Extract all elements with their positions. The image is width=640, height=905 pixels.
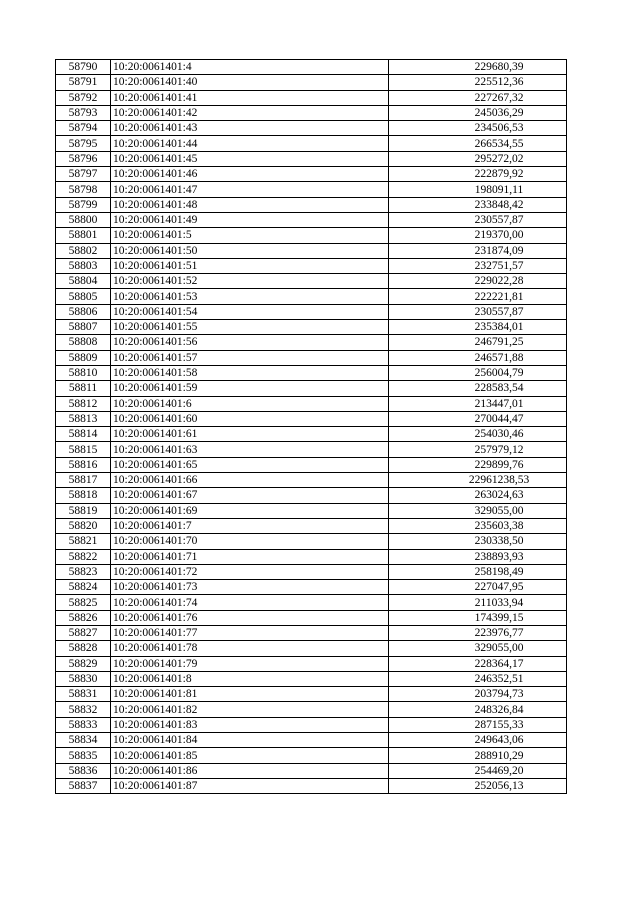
- table-row: [56, 733, 567, 748]
- cadastral-number-cell: 10:20:0061401:82: [111, 702, 389, 717]
- cadastral-number-cell: 10:20:0061401:79: [111, 656, 389, 671]
- value-cell: 257979,12: [389, 442, 567, 457]
- cadastral-number-cell: 10:20:0061401:60: [111, 411, 389, 426]
- table-row: [56, 778, 567, 793]
- table-row: [56, 182, 567, 197]
- table-row: [56, 60, 567, 75]
- table-row: [56, 656, 567, 671]
- value-cell: 252056,13: [389, 778, 567, 793]
- row-number-cell: 58817: [56, 473, 111, 488]
- value-cell: 266534,55: [389, 136, 567, 151]
- table-row: [56, 671, 567, 686]
- cadastral-number-cell: 10:20:0061401:5: [111, 228, 389, 243]
- table-row: [56, 411, 567, 426]
- value-cell: 235603,38: [389, 518, 567, 533]
- cadastral-number-cell: 10:20:0061401:67: [111, 488, 389, 503]
- cadastral-number-cell: 10:20:0061401:7: [111, 518, 389, 533]
- value-cell: 249643,06: [389, 733, 567, 748]
- cadastral-number-cell: 10:20:0061401:61: [111, 427, 389, 442]
- row-number-cell: 58795: [56, 136, 111, 151]
- table-row: [56, 763, 567, 778]
- row-number-cell: 58800: [56, 212, 111, 227]
- cadastral-number-cell: 10:20:0061401:74: [111, 595, 389, 610]
- row-number-cell: 58827: [56, 625, 111, 640]
- row-number-cell: 58824: [56, 580, 111, 595]
- value-cell: 22961238,53: [389, 473, 567, 488]
- cadastral-number-cell: 10:20:0061401:42: [111, 105, 389, 120]
- cadastral-number-cell: 10:20:0061401:66: [111, 473, 389, 488]
- value-cell: 230557,87: [389, 212, 567, 227]
- row-number-cell: 58816: [56, 457, 111, 472]
- value-cell: 254030,46: [389, 427, 567, 442]
- table-row: [56, 748, 567, 763]
- cadastral-number-cell: 10:20:0061401:41: [111, 90, 389, 105]
- table-row: [56, 549, 567, 564]
- cadastral-number-cell: 10:20:0061401:65: [111, 457, 389, 472]
- row-number-cell: 58796: [56, 151, 111, 166]
- cadastral-number-cell: 10:20:0061401:43: [111, 121, 389, 136]
- row-number-cell: 58826: [56, 610, 111, 625]
- row-number-cell: 58813: [56, 411, 111, 426]
- table-row: [56, 365, 567, 380]
- row-number-cell: 58811: [56, 381, 111, 396]
- table-row: [56, 625, 567, 640]
- value-cell: 234506,53: [389, 121, 567, 136]
- row-number-cell: 58804: [56, 274, 111, 289]
- table-row: [56, 243, 567, 258]
- value-cell: 211033,94: [389, 595, 567, 610]
- cadastral-number-cell: 10:20:0061401:76: [111, 610, 389, 625]
- table-row: [56, 473, 567, 488]
- value-cell: 230557,87: [389, 304, 567, 319]
- table-row: [56, 304, 567, 319]
- cadastral-number-cell: 10:20:0061401:58: [111, 365, 389, 380]
- table-row: [56, 687, 567, 702]
- row-number-cell: 58797: [56, 167, 111, 182]
- cadastral-number-cell: 10:20:0061401:52: [111, 274, 389, 289]
- row-number-cell: 58821: [56, 534, 111, 549]
- row-number-cell: 58793: [56, 105, 111, 120]
- table-row: [56, 534, 567, 549]
- table-row: [56, 427, 567, 442]
- value-cell: 254469,20: [389, 763, 567, 778]
- table-row: [56, 289, 567, 304]
- value-cell: 256004,79: [389, 365, 567, 380]
- value-cell: 229680,39: [389, 60, 567, 75]
- cadastral-number-cell: 10:20:0061401:6: [111, 396, 389, 411]
- cadastral-number-cell: 10:20:0061401:4: [111, 60, 389, 75]
- data-table: [55, 59, 567, 794]
- table-row: [56, 136, 567, 151]
- value-cell: 248326,84: [389, 702, 567, 717]
- table-body: [56, 60, 567, 794]
- row-number-cell: 58830: [56, 671, 111, 686]
- value-cell: 198091,11: [389, 182, 567, 197]
- cadastral-number-cell: 10:20:0061401:48: [111, 197, 389, 212]
- row-number-cell: 58810: [56, 365, 111, 380]
- row-number-cell: 58790: [56, 60, 111, 75]
- table-row: [56, 105, 567, 120]
- row-number-cell: 58820: [56, 518, 111, 533]
- cadastral-number-cell: 10:20:0061401:83: [111, 717, 389, 732]
- row-number-cell: 58823: [56, 564, 111, 579]
- cadastral-number-cell: 10:20:0061401:45: [111, 151, 389, 166]
- value-cell: 229022,28: [389, 274, 567, 289]
- value-cell: 238893,93: [389, 549, 567, 564]
- row-number-cell: 58799: [56, 197, 111, 212]
- table-row: [56, 442, 567, 457]
- row-number-cell: 58825: [56, 595, 111, 610]
- table-row: [56, 212, 567, 227]
- table-row: [56, 335, 567, 350]
- cadastral-number-cell: 10:20:0061401:57: [111, 350, 389, 365]
- cadastral-number-cell: 10:20:0061401:49: [111, 212, 389, 227]
- table-row: [56, 258, 567, 273]
- row-number-cell: 58834: [56, 733, 111, 748]
- cadastral-number-cell: 10:20:0061401:87: [111, 778, 389, 793]
- cadastral-number-cell: 10:20:0061401:53: [111, 289, 389, 304]
- row-number-cell: 58828: [56, 641, 111, 656]
- cadastral-number-cell: 10:20:0061401:8: [111, 671, 389, 686]
- cadastral-number-cell: 10:20:0061401:51: [111, 258, 389, 273]
- value-cell: 295272,02: [389, 151, 567, 166]
- row-number-cell: 58835: [56, 748, 111, 763]
- value-cell: 263024,63: [389, 488, 567, 503]
- value-cell: 287155,33: [389, 717, 567, 732]
- row-number-cell: 58801: [56, 228, 111, 243]
- cadastral-number-cell: 10:20:0061401:86: [111, 763, 389, 778]
- table-row: [56, 610, 567, 625]
- cadastral-number-cell: 10:20:0061401:73: [111, 580, 389, 595]
- table-row: [56, 75, 567, 90]
- value-cell: 231874,09: [389, 243, 567, 258]
- table-row: [56, 396, 567, 411]
- table-row: [56, 350, 567, 365]
- value-cell: 246571,88: [389, 350, 567, 365]
- row-number-cell: 58807: [56, 320, 111, 335]
- value-cell: 235384,01: [389, 320, 567, 335]
- cadastral-number-cell: 10:20:0061401:50: [111, 243, 389, 258]
- cadastral-number-cell: 10:20:0061401:44: [111, 136, 389, 151]
- value-cell: 245036,29: [389, 105, 567, 120]
- cadastral-number-cell: 10:20:0061401:70: [111, 534, 389, 549]
- value-cell: 174399,15: [389, 610, 567, 625]
- table-row: [56, 151, 567, 166]
- row-number-cell: 58794: [56, 121, 111, 136]
- value-cell: 229899,76: [389, 457, 567, 472]
- row-number-cell: 58837: [56, 778, 111, 793]
- row-number-cell: 58822: [56, 549, 111, 564]
- value-cell: 228583,54: [389, 381, 567, 396]
- row-number-cell: 58833: [56, 717, 111, 732]
- value-cell: 219370,00: [389, 228, 567, 243]
- table-row: [56, 488, 567, 503]
- row-number-cell: 58819: [56, 503, 111, 518]
- cadastral-number-cell: 10:20:0061401:84: [111, 733, 389, 748]
- cadastral-number-cell: 10:20:0061401:56: [111, 335, 389, 350]
- value-cell: 246791,25: [389, 335, 567, 350]
- table-row: [56, 167, 567, 182]
- row-number-cell: 58802: [56, 243, 111, 258]
- table-row: [56, 702, 567, 717]
- cadastral-number-cell: 10:20:0061401:72: [111, 564, 389, 579]
- row-number-cell: 58809: [56, 350, 111, 365]
- value-cell: 222221,81: [389, 289, 567, 304]
- value-cell: 232751,57: [389, 258, 567, 273]
- table-row: [56, 320, 567, 335]
- row-number-cell: 58814: [56, 427, 111, 442]
- value-cell: 225512,36: [389, 75, 567, 90]
- cadastral-number-cell: 10:20:0061401:81: [111, 687, 389, 702]
- table-row: [56, 381, 567, 396]
- table-row: [56, 518, 567, 533]
- value-cell: 270044,47: [389, 411, 567, 426]
- table-row: [56, 228, 567, 243]
- row-number-cell: 58805: [56, 289, 111, 304]
- table-row: [56, 564, 567, 579]
- cadastral-number-cell: 10:20:0061401:40: [111, 75, 389, 90]
- table-row: [56, 457, 567, 472]
- row-number-cell: 58812: [56, 396, 111, 411]
- cadastral-number-cell: 10:20:0061401:71: [111, 549, 389, 564]
- cadastral-number-cell: 10:20:0061401:59: [111, 381, 389, 396]
- row-number-cell: 58803: [56, 258, 111, 273]
- cadastral-number-cell: 10:20:0061401:46: [111, 167, 389, 182]
- table-row: [56, 717, 567, 732]
- table-row: [56, 580, 567, 595]
- row-number-cell: 58792: [56, 90, 111, 105]
- row-number-cell: 58815: [56, 442, 111, 457]
- value-cell: 258198,49: [389, 564, 567, 579]
- table-row: [56, 503, 567, 518]
- row-number-cell: 58832: [56, 702, 111, 717]
- value-cell: 213447,01: [389, 396, 567, 411]
- value-cell: 222879,92: [389, 167, 567, 182]
- row-number-cell: 58831: [56, 687, 111, 702]
- cadastral-number-cell: 10:20:0061401:55: [111, 320, 389, 335]
- value-cell: 246352,51: [389, 671, 567, 686]
- row-number-cell: 58808: [56, 335, 111, 350]
- cadastral-number-cell: 10:20:0061401:78: [111, 641, 389, 656]
- cadastral-number-cell: 10:20:0061401:47: [111, 182, 389, 197]
- cadastral-number-cell: 10:20:0061401:54: [111, 304, 389, 319]
- table-row: [56, 595, 567, 610]
- cadastral-number-cell: 10:20:0061401:85: [111, 748, 389, 763]
- value-cell: 227047,95: [389, 580, 567, 595]
- table-row: [56, 641, 567, 656]
- value-cell: 329055,00: [389, 641, 567, 656]
- table-row: [56, 90, 567, 105]
- table-row: [56, 121, 567, 136]
- row-number-cell: 58798: [56, 182, 111, 197]
- cadastral-number-cell: 10:20:0061401:77: [111, 625, 389, 640]
- value-cell: 329055,00: [389, 503, 567, 518]
- row-number-cell: 58836: [56, 763, 111, 778]
- table-row: [56, 197, 567, 212]
- value-cell: 230338,50: [389, 534, 567, 549]
- row-number-cell: 58791: [56, 75, 111, 90]
- value-cell: 223976,77: [389, 625, 567, 640]
- cadastral-number-cell: 10:20:0061401:63: [111, 442, 389, 457]
- value-cell: 288910,29: [389, 748, 567, 763]
- value-cell: 227267,32: [389, 90, 567, 105]
- row-number-cell: 58818: [56, 488, 111, 503]
- table-row: [56, 274, 567, 289]
- cadastral-number-cell: 10:20:0061401:69: [111, 503, 389, 518]
- row-number-cell: 58806: [56, 304, 111, 319]
- value-cell: 233848,42: [389, 197, 567, 212]
- row-number-cell: 58829: [56, 656, 111, 671]
- value-cell: 228364,17: [389, 656, 567, 671]
- value-cell: 203794,73: [389, 687, 567, 702]
